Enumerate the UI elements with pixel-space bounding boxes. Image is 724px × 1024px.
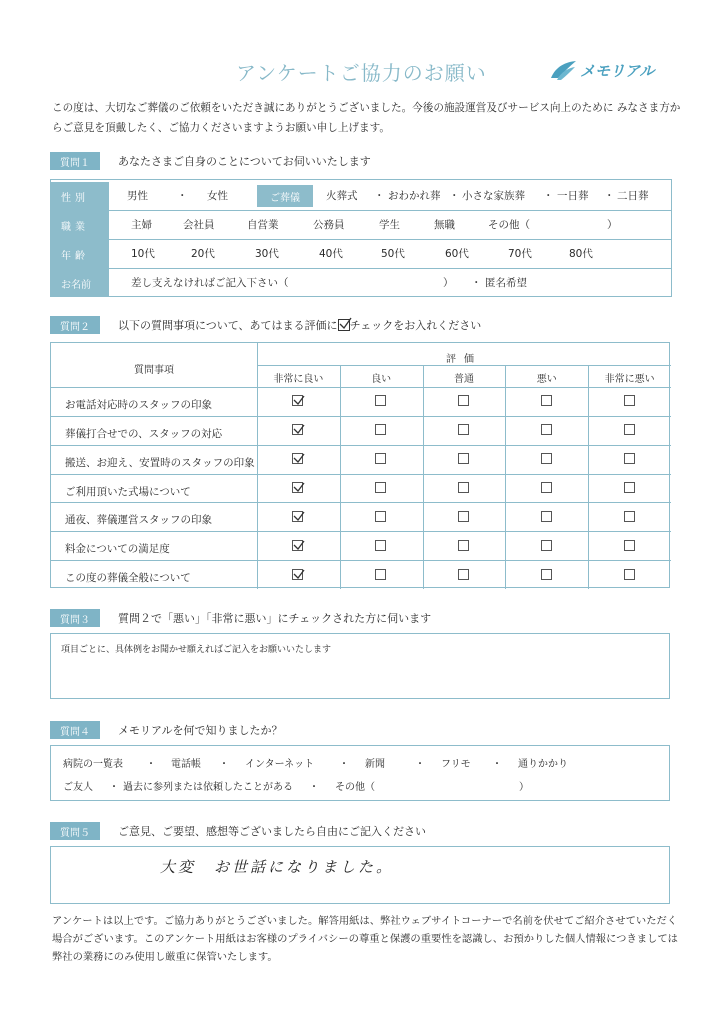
separator: ・ (492, 759, 502, 770)
q3-header (50, 609, 431, 627)
rating-checkbox[interactable] (292, 424, 303, 435)
age-option[interactable]: 40代 (319, 248, 343, 260)
job-option[interactable]: 会社員 (183, 219, 215, 231)
rating-checkbox[interactable] (375, 453, 386, 464)
table-divider (423, 365, 424, 589)
q3-text: 質問２で「悪い」「非常に悪い」にチェックされた方に伺います (118, 612, 432, 625)
job-option[interactable]: 主婦 (131, 219, 152, 231)
q2-header (50, 316, 481, 334)
name-close: ） (443, 277, 454, 289)
q4-badge: 質問４ (50, 721, 100, 739)
separator: ・ (543, 190, 554, 202)
age-label: 年齢 (51, 240, 109, 268)
rating-checkbox[interactable] (292, 395, 303, 406)
rating-checkbox[interactable] (292, 511, 303, 522)
sougi-option[interactable]: 二日葬 (617, 190, 649, 202)
q5-badge: 質問５ (50, 822, 100, 840)
q4-option[interactable]: 過去に参列または依頼したことがある (123, 782, 293, 793)
separator: ・ (604, 190, 615, 202)
sougi-option[interactable]: 火葬式 (326, 190, 358, 202)
rating-table (50, 342, 670, 588)
q4-other-close: ） (519, 782, 529, 793)
memorial-leaf-logo-icon (548, 58, 578, 82)
check-mark-icon (292, 451, 306, 465)
q2-text-part1: 以下の質問事項について、あてはまる評価に (118, 319, 338, 332)
check-mark-icon (292, 480, 306, 494)
check-mark-icon (292, 422, 306, 436)
job-other-close: ） (607, 219, 618, 231)
separator: ・ (374, 190, 385, 202)
question-item-label: 料金についての満足度 (65, 543, 170, 556)
q5-header (50, 822, 426, 840)
q4-other[interactable]: その他（ (335, 782, 375, 793)
rating-checkbox[interactable] (458, 453, 469, 464)
job-option[interactable]: 自営業 (247, 219, 279, 231)
q2-text-part2: チェックをお入れください (349, 319, 482, 332)
rating-checkbox[interactable] (375, 540, 386, 551)
q3-answer-box[interactable] (50, 633, 670, 699)
age-option[interactable]: 70代 (508, 248, 532, 260)
rating-checkbox[interactable] (541, 482, 552, 493)
gender-label: 性別 (51, 182, 109, 210)
q4-option[interactable]: ご友人 (63, 782, 93, 793)
job-other[interactable]: その他（ (488, 219, 530, 231)
question-item-label: 通夜、葬儀運営スタッフの印象 (65, 514, 212, 527)
rating-checkbox[interactable] (375, 511, 386, 522)
rating-checkbox[interactable] (541, 453, 552, 464)
q4-option[interactable]: インターネット (245, 759, 315, 770)
q5-text: ご意見、ご要望、感想等ございましたら自由にご記入ください (118, 825, 426, 838)
rating-checkbox[interactable] (292, 569, 303, 580)
separator: ・ (309, 782, 319, 793)
rating-header: 非常に悪い (604, 374, 655, 385)
rating-checkbox[interactable] (375, 569, 386, 580)
table-divider (51, 531, 671, 532)
q1-row-name (51, 269, 671, 297)
rating-checkbox[interactable] (458, 482, 469, 493)
q1-text: あなたさまご自身のことについてお伺いいたします (118, 155, 371, 168)
rating-checkbox[interactable] (624, 424, 635, 435)
rating-header: 非常に良い (273, 374, 324, 385)
check-mark-icon (338, 319, 350, 331)
check-mark-icon (292, 509, 306, 523)
q1-header (50, 152, 371, 170)
question-item-label: ご利用頂いた式場について (65, 485, 191, 498)
separator: ・ (471, 277, 482, 289)
age-option[interactable]: 10代 (131, 248, 155, 260)
job-option[interactable]: 公務員 (313, 219, 345, 231)
rating-checkbox[interactable] (541, 511, 552, 522)
rating-checkbox[interactable] (624, 540, 635, 551)
rating-checkbox[interactable] (375, 482, 386, 493)
table-divider (51, 445, 671, 446)
rating-checkbox[interactable] (458, 540, 469, 551)
q4-text: メモリアルを何で知りましたか？ (118, 724, 283, 737)
table-divider (51, 387, 671, 388)
age-option[interactable]: 30代 (255, 248, 279, 260)
rating-checkbox[interactable] (541, 540, 552, 551)
separator: ・ (339, 759, 349, 770)
sougi-option[interactable]: おわかれ葬 (388, 190, 441, 202)
q3-badge: 質問３ (50, 609, 100, 627)
rating-checkbox[interactable] (624, 569, 635, 580)
age-option[interactable]: 60代 (445, 248, 469, 260)
age-option[interactable]: 80代 (569, 248, 593, 260)
rating-checkbox[interactable] (458, 395, 469, 406)
check-mark-icon (292, 393, 306, 407)
q4-option[interactable]: 新聞 (365, 759, 385, 770)
age-option[interactable]: 20代 (191, 248, 215, 260)
rating-checkbox[interactable] (458, 511, 469, 522)
q4-option[interactable]: 電話帳 (171, 759, 201, 770)
q4-option[interactable]: 通りかかり (518, 759, 568, 770)
q3-box-text: 項目ごとに、具体例をお聞かせ願えればご記入をお願いいたします (61, 645, 332, 655)
q1-badge: 質問１ (50, 152, 100, 170)
q4-options-box (50, 745, 670, 801)
footer-note: アンケートは以上です。ご協力ありがとうございました。解答用紙は、弊社ウェブサイトコーナーで名前を伏せてご紹介させていただく場合がございます。このアンケート用紙はお客様のプライバシーの尊重と保護の重要性を認識し、お預かりした個人情報につきましては弊社の業務にのみ使用し厳重に保管いたします。 (52, 915, 678, 963)
question-item-label: 搬送、お迎え、安置時のスタッフの印象 (65, 456, 255, 469)
rating-checkbox[interactable] (624, 511, 635, 522)
q4-option[interactable]: 病院の一覧表 (63, 759, 123, 770)
table-divider (51, 502, 671, 503)
name-prompt: 差し支えなければご記入下さい（ (131, 277, 289, 289)
q5-handwritten-answer: 大変 お世話になりました。 (160, 858, 395, 876)
company-logo (548, 58, 654, 82)
sougi-option[interactable]: 一日葬 (557, 190, 589, 202)
job-option[interactable]: 無職 (434, 219, 455, 231)
q2-badge: 質問２ (50, 316, 100, 334)
rating-checkbox[interactable] (292, 453, 303, 464)
job-label: 職業 (51, 211, 109, 239)
job-option[interactable]: 学生 (379, 219, 400, 231)
rating-checkbox[interactable] (541, 395, 552, 406)
rating-checkbox[interactable] (541, 569, 552, 580)
separator: ・ (146, 759, 156, 770)
rating-checkbox[interactable] (541, 424, 552, 435)
q1-row-gender (51, 182, 671, 210)
table-divider (588, 365, 589, 589)
question-item-label: 葬儀打合せでの、スタッフの対応 (65, 427, 223, 440)
table-divider (51, 560, 671, 561)
q2-text (118, 317, 481, 333)
rating-header: 良い (371, 374, 392, 385)
name-label: お名前 (51, 269, 109, 297)
rating-checkbox[interactable] (624, 395, 635, 406)
q1-row-job (51, 211, 671, 239)
check-mark-icon (292, 567, 306, 581)
age-option[interactable]: 50代 (381, 248, 405, 260)
page-title: アンケートご協力のお願い (236, 61, 487, 85)
check-mark-icon (292, 538, 306, 552)
sougi-option[interactable]: 小さな家族葬 (462, 190, 525, 202)
rating-header: 普通 (453, 374, 474, 385)
separator: ・ (449, 190, 460, 202)
col-header-item: 質問事項 (134, 365, 174, 376)
col-header-eval: 評価 (446, 354, 482, 365)
table-divider (51, 474, 671, 475)
separator: ・ (177, 190, 188, 202)
rating-checkbox[interactable] (292, 540, 303, 551)
rating-checkbox[interactable] (624, 482, 635, 493)
gender-female[interactable]: 女性 (207, 190, 228, 202)
q1-table (50, 179, 672, 297)
separator: ・ (415, 759, 425, 770)
intro-text: この度は、大切なご葬儀のご依頼をいただき誠にありがとうございました。今後の施設運営及びサービス向上のために みなさま方からご意見を頂戴したく、ご協力くださいますようお願い申し上げます。 (52, 102, 681, 134)
anonymous-option[interactable]: 匿名希望 (485, 277, 527, 289)
table-divider (505, 365, 506, 589)
separator: ・ (109, 782, 119, 793)
question-item-label: お電話対応時のスタッフの印象 (65, 399, 212, 411)
q4-option[interactable]: フリモ (441, 759, 471, 770)
table-divider (51, 416, 671, 417)
rating-checkbox[interactable] (375, 424, 386, 435)
rating-checkbox[interactable] (458, 424, 469, 435)
sougi-label: ご葬儀 (257, 185, 313, 207)
question-item-label: この度の葬儀全般について (65, 572, 191, 585)
rating-checkbox[interactable] (375, 395, 386, 406)
rating-checkbox[interactable] (292, 482, 303, 493)
logo-text: メモリアル (580, 61, 655, 80)
gender-male[interactable]: 男性 (127, 190, 148, 202)
separator: ・ (219, 759, 229, 770)
rating-header: 悪い (536, 374, 557, 385)
q1-row-age (51, 240, 671, 268)
q4-header (50, 721, 283, 739)
table-divider (257, 365, 671, 366)
rating-checkbox[interactable] (624, 453, 635, 464)
rating-checkbox[interactable] (458, 569, 469, 580)
table-divider (340, 365, 341, 589)
